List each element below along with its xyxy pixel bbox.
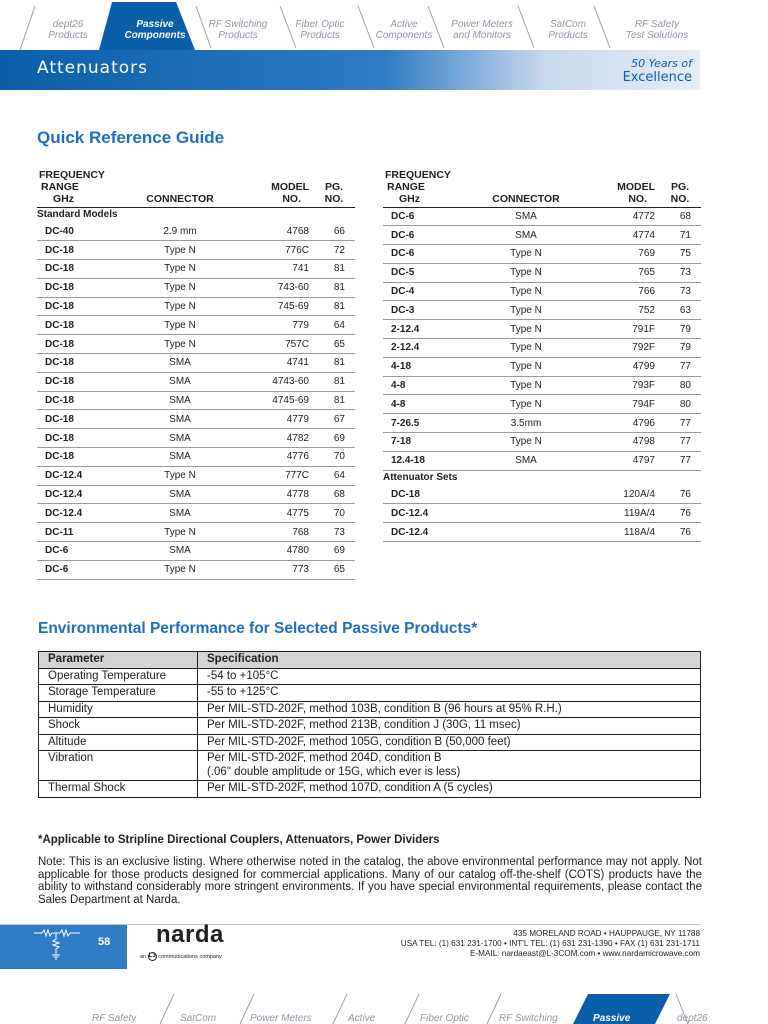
table-row [37, 485, 355, 504]
section-label: Standard Models [37, 209, 118, 221]
page-cell: 80 [659, 395, 701, 414]
page-cell: 77 [659, 414, 701, 433]
model-cell: 4741 [231, 354, 313, 373]
table-row [383, 245, 701, 264]
frequency-cell: DC-18 [37, 410, 129, 429]
table-row [39, 701, 701, 718]
tab-power-meters-and-monitors[interactable]: Power Meters and Monitors [451, 19, 513, 41]
table-header-row [383, 161, 701, 207]
env-header-row [39, 652, 701, 669]
model-cell: 118A/4 [577, 523, 659, 542]
tab-rf-switching-products[interactable]: RF Switching Products [208, 19, 268, 41]
table-row [37, 316, 355, 335]
connector-cell: Type N [129, 466, 231, 485]
model-cell: 745-69 [231, 297, 313, 316]
frequency-cell: DC-18 [37, 278, 129, 297]
env-spec: Per MIL-STD-202F, method 107D, condition A (5 cycles) [198, 781, 701, 798]
connector-cell: SMA [129, 410, 231, 429]
frequency-cell: DC-12.4 [37, 466, 129, 485]
table-row [37, 448, 355, 467]
frequency-cell: DC-18 [383, 485, 475, 504]
model-cell: 773 [231, 560, 313, 579]
table-row [37, 560, 355, 579]
page-cell: 81 [313, 372, 355, 391]
connector-cell: Type N [129, 297, 231, 316]
top-nav-tabs [0, 0, 768, 50]
table-row [383, 414, 701, 433]
connector-cell: Type N [475, 301, 577, 320]
connector-cell: SMA [129, 504, 231, 523]
table-row [383, 207, 701, 226]
frequency-cell: DC-6 [37, 560, 129, 579]
page-number: 58 [98, 936, 111, 948]
connector-cell: Type N [475, 339, 577, 358]
page-cell: 76 [659, 504, 701, 523]
logo-subtitle: an L3 communications company [140, 953, 222, 960]
table-row [39, 685, 701, 702]
connector-cell: Type N [129, 335, 231, 354]
env-param: Thermal Shock [39, 781, 198, 798]
quick-reference-table-right [383, 161, 701, 542]
section-title: Attenuators [37, 58, 148, 78]
page-cell: 79 [659, 339, 701, 358]
footer-address [401, 929, 700, 959]
page-cell: 68 [313, 485, 355, 504]
connector-cell [475, 504, 577, 523]
model-cell: 4780 [231, 542, 313, 561]
connector-cell: Type N [129, 316, 231, 335]
env-param: Operating Temperature [39, 668, 198, 685]
frequency-cell: DC-18 [37, 391, 129, 410]
quick-reference-table-left [37, 161, 355, 580]
table-row [383, 320, 701, 339]
btab-satcom[interactable]: SatCom [180, 1013, 217, 1024]
page-cell: 64 [313, 466, 355, 485]
model-cell: 765 [577, 263, 659, 282]
table-row [37, 410, 355, 429]
page-cell: 81 [313, 391, 355, 410]
connector-cell: Type N [475, 395, 577, 414]
model-cell: 741 [231, 260, 313, 279]
table-row [39, 734, 701, 751]
model-cell: 4798 [577, 433, 659, 452]
table-row [37, 466, 355, 485]
connector-cell: Type N [475, 245, 577, 264]
connector-cell: SMA [129, 391, 231, 410]
table-row [37, 222, 355, 241]
btab-rf-switching[interactable]: RF Switching [499, 1013, 558, 1024]
env-spec [198, 751, 701, 781]
table-row [39, 751, 701, 781]
right-table-body [383, 207, 701, 470]
frequency-cell: DC-18 [37, 354, 129, 373]
connector-cell: Type N [475, 282, 577, 301]
table-row [39, 718, 701, 735]
model-cell: 4774 [577, 226, 659, 245]
table-row [383, 357, 701, 376]
frequency-cell: 7-26.5 [383, 414, 475, 433]
env-col-parameter: Parameter [39, 652, 198, 669]
model-cell: 4796 [577, 414, 659, 433]
page-cell: 81 [313, 278, 355, 297]
table-row [383, 395, 701, 414]
environmental-table [38, 651, 701, 798]
connector-cell: 2.9 mm [129, 222, 231, 241]
env-spec-line1: Per MIL-STD-202F, method 204D, condition B [207, 752, 442, 764]
connector-cell: Type N [475, 263, 577, 282]
model-cell: 757C [231, 335, 313, 354]
connector-cell: Type N [129, 278, 231, 297]
connector-cell: SMA [129, 542, 231, 561]
model-cell: 793F [577, 376, 659, 395]
frequency-cell: 4-8 [383, 376, 475, 395]
model-cell: 743-60 [231, 278, 313, 297]
page-cell: 69 [313, 429, 355, 448]
page-cell: 67 [313, 410, 355, 429]
page-cell: 81 [313, 354, 355, 373]
page-cell: 76 [659, 485, 701, 504]
section-label-row [383, 470, 701, 485]
col-frequency: FREQUENCY RANGE GHz [37, 161, 129, 207]
footnote: *Applicable to Stripline Directional Couplers, Attenuators, Power Dividers [38, 834, 440, 846]
model-cell: 776C [231, 241, 313, 260]
page-cell: 72 [313, 241, 355, 260]
env-spec: Per MIL-STD-202F, method 105G, condition B (50,000 feet) [198, 734, 701, 751]
tab-satcom-products[interactable]: SatCom Products [548, 19, 588, 41]
table-row [383, 226, 701, 245]
frequency-cell: DC-18 [37, 316, 129, 335]
page-cell: 66 [313, 222, 355, 241]
env-spec: Per MIL-STD-202F, method 213B, condition J (30G, 11 msec) [198, 718, 701, 735]
frequency-cell: DC-18 [37, 260, 129, 279]
l3-logo-icon: L3 [148, 953, 156, 959]
table-row [383, 339, 701, 358]
table-row [383, 485, 701, 504]
address-line1: 435 MORELAND ROAD • HAUPPAUGE, NY 11788 [513, 929, 700, 938]
connector-cell [475, 485, 577, 504]
page-cell: 75 [659, 245, 701, 264]
env-param: Altitude [39, 734, 198, 751]
frequency-cell: DC-18 [37, 372, 129, 391]
frequency-cell: 12.4-18 [383, 451, 475, 470]
section-label: Attenuator Sets [383, 472, 458, 484]
page-cell: 80 [659, 376, 701, 395]
table-row [37, 241, 355, 260]
connector-cell: SMA [129, 372, 231, 391]
connector-cell: SMA [129, 354, 231, 373]
frequency-cell: DC-12.4 [383, 504, 475, 523]
connector-cell: SMA [129, 429, 231, 448]
frequency-cell: 2-12.4 [383, 320, 475, 339]
table-row [383, 433, 701, 452]
left-table-body [37, 207, 355, 579]
table-header-row [37, 161, 355, 207]
model-cell: 4772 [577, 207, 659, 226]
page-cell: 76 [659, 523, 701, 542]
table-row [39, 668, 701, 685]
connector-cell: SMA [475, 226, 577, 245]
model-cell: 752 [577, 301, 659, 320]
frequency-cell: 4-8 [383, 395, 475, 414]
col-page: PG. NO. [313, 161, 355, 207]
connector-cell: Type N [129, 560, 231, 579]
frequency-cell: DC-6 [383, 207, 475, 226]
table-row [39, 781, 701, 798]
table-row [383, 263, 701, 282]
model-cell: 779 [231, 316, 313, 335]
connector-cell: Type N [475, 320, 577, 339]
table-row [37, 504, 355, 523]
frequency-cell: DC-5 [383, 263, 475, 282]
note-paragraph: Note: This is an exclusive listing. Where otherwise noted in the catalog, the above environmental performance may not apply. Not applicable for those products designed for commercial applications. Many of our catalog off-the-shelf (COTS) products have the ability to withstand considerably more stringent environments. If you have special environmental requirements, please contact the Sales Department at Narda. [38, 856, 702, 906]
tagline [623, 57, 692, 86]
tab-rf-safety-test-solutions[interactable]: RF Safety Test Solutions [625, 19, 689, 41]
frequency-cell: DC-4 [383, 282, 475, 301]
frequency-cell: 7-18 [383, 433, 475, 452]
narda-logo: narda [156, 921, 224, 948]
model-cell: 4775 [231, 504, 313, 523]
col-frequency: FREQUENCY RANGE GHz [383, 161, 475, 207]
connector-cell: SMA [475, 451, 577, 470]
connector-cell [475, 523, 577, 542]
connector-cell: SMA [129, 448, 231, 467]
section-label-row [37, 207, 355, 222]
model-cell: 4743-60 [231, 372, 313, 391]
frequency-cell: DC-12.4 [37, 504, 129, 523]
page-cell: 81 [313, 297, 355, 316]
model-cell: 794F [577, 395, 659, 414]
btab-dept26[interactable]: dept26 [677, 1013, 708, 1024]
model-cell: 4797 [577, 451, 659, 470]
table-row [383, 451, 701, 470]
connector-cell: 3.5mm [475, 414, 577, 433]
frequency-cell: DC-40 [37, 222, 129, 241]
page-cell: 65 [313, 335, 355, 354]
model-cell: 777C [231, 466, 313, 485]
env-param: Storage Temperature [39, 685, 198, 702]
model-cell: 4782 [231, 429, 313, 448]
col-connector: CONNECTOR [475, 161, 577, 207]
model-cell: 4745-69 [231, 391, 313, 410]
tab-passive-components[interactable]: Passive Components [124, 19, 186, 41]
page-cell: 69 [313, 542, 355, 561]
tab-fiber-optic-products[interactable]: Fiber Optic Products [295, 19, 345, 41]
connector-cell: Type N [129, 523, 231, 542]
connector-cell: Type N [475, 433, 577, 452]
table-row [383, 504, 701, 523]
col-connector: CONNECTOR [129, 161, 231, 207]
tagline-line2: Excellence [622, 70, 692, 85]
quick-reference-heading: Quick Reference Guide [37, 128, 225, 147]
table-row [37, 391, 355, 410]
page-cell: 73 [659, 282, 701, 301]
model-cell: 768 [231, 523, 313, 542]
model-cell: 4778 [231, 485, 313, 504]
frequency-cell: DC-18 [37, 429, 129, 448]
env-param: Shock [39, 718, 198, 735]
table-row [37, 335, 355, 354]
connector-cell: Type N [475, 357, 577, 376]
table-row [37, 372, 355, 391]
frequency-cell: 4-18 [383, 357, 475, 376]
table-row [37, 278, 355, 297]
table-row [37, 429, 355, 448]
table-row [37, 260, 355, 279]
connector-cell: SMA [129, 485, 231, 504]
col-model: MODEL NO. [231, 161, 313, 207]
btab-active[interactable]: Active [348, 1013, 376, 1024]
frequency-cell: DC-6 [383, 245, 475, 264]
table-row [37, 542, 355, 561]
address-line3[interactable]: E-MAIL: nardaeast@L-3COM.com • www.nardamicrowave.com [469, 949, 700, 958]
table-row [383, 301, 701, 320]
page-cell: 77 [659, 451, 701, 470]
page-cell: 81 [313, 260, 355, 279]
address-line2: USA TEL: (1) 631 231-1700 • INT'L TEL: (1) 631 231-1390 • FAX (1) 631 231-1711 [400, 939, 700, 948]
frequency-cell: DC-18 [37, 448, 129, 467]
model-cell: 4779 [231, 410, 313, 429]
env-table-body [39, 668, 701, 797]
table-row [383, 523, 701, 542]
model-cell: 4776 [231, 448, 313, 467]
btab-fiber-optic[interactable]: Fiber Optic [420, 1013, 469, 1024]
model-cell: 791F [577, 320, 659, 339]
env-spec: -55 to +125°C [198, 685, 701, 702]
page-cell: 73 [313, 523, 355, 542]
connector-cell: SMA [475, 207, 577, 226]
environmental-heading: Environmental Performance for Selected Passive Products* [38, 620, 478, 637]
frequency-cell: DC-11 [37, 523, 129, 542]
page-cell: 68 [659, 207, 701, 226]
env-col-specification: Specification [198, 652, 701, 669]
env-spec: -54 to +105°C [198, 668, 701, 685]
table-row [383, 376, 701, 395]
table-row [37, 354, 355, 373]
page-cell: 64 [313, 316, 355, 335]
right-sets-body [383, 470, 701, 541]
model-cell: 792F [577, 339, 659, 358]
model-cell: 120A/4 [577, 485, 659, 504]
model-cell: 766 [577, 282, 659, 301]
frequency-cell: DC-18 [37, 241, 129, 260]
env-spec: Per MIL-STD-202F, method 103B, condition B (96 hours at 95% R.H.) [198, 701, 701, 718]
env-spec-line2: (.06" double amplitude or 15G, which ever is less) [207, 765, 461, 778]
tab-dept26-products[interactable]: dept26 Products [48, 19, 88, 41]
col-page: PG. NO. [659, 161, 701, 207]
btab-rf-safety[interactable]: RF Safety [92, 1013, 137, 1024]
frequency-cell: DC-6 [383, 226, 475, 245]
frequency-cell: DC-18 [37, 335, 129, 354]
page-cell: 77 [659, 357, 701, 376]
frequency-cell: DC-12.4 [37, 485, 129, 504]
page-cell: 77 [659, 433, 701, 452]
page-cell: 71 [659, 226, 701, 245]
model-cell: 4799 [577, 357, 659, 376]
col-model: MODEL NO. [577, 161, 659, 207]
tagline-line1: 50 Years of [631, 57, 692, 70]
page-cell: 63 [659, 301, 701, 320]
table-row [37, 297, 355, 316]
env-param: Humidity [39, 701, 198, 718]
btab-passive[interactable]: Passive [593, 1013, 631, 1024]
frequency-cell: DC-3 [383, 301, 475, 320]
table-row [383, 282, 701, 301]
btab-power-meters[interactable]: Power Meters [250, 1013, 312, 1024]
page-cell: 70 [313, 504, 355, 523]
model-cell: 119A/4 [577, 504, 659, 523]
page-cell: 73 [659, 263, 701, 282]
connector-cell: Type N [475, 376, 577, 395]
model-cell: 4768 [231, 222, 313, 241]
connector-cell: Type N [129, 260, 231, 279]
model-cell: 769 [577, 245, 659, 264]
page-cell: 79 [659, 320, 701, 339]
connector-cell: Type N [129, 241, 231, 260]
frequency-cell: DC-18 [37, 297, 129, 316]
frequency-cell: DC-6 [37, 542, 129, 561]
frequency-cell: 2-12.4 [383, 339, 475, 358]
env-param: Vibration [39, 751, 198, 781]
page-cell: 65 [313, 560, 355, 579]
table-row [37, 523, 355, 542]
page-cell: 70 [313, 448, 355, 467]
tab-active-components[interactable]: Active Components [375, 19, 433, 41]
frequency-cell: DC-12.4 [383, 523, 475, 542]
